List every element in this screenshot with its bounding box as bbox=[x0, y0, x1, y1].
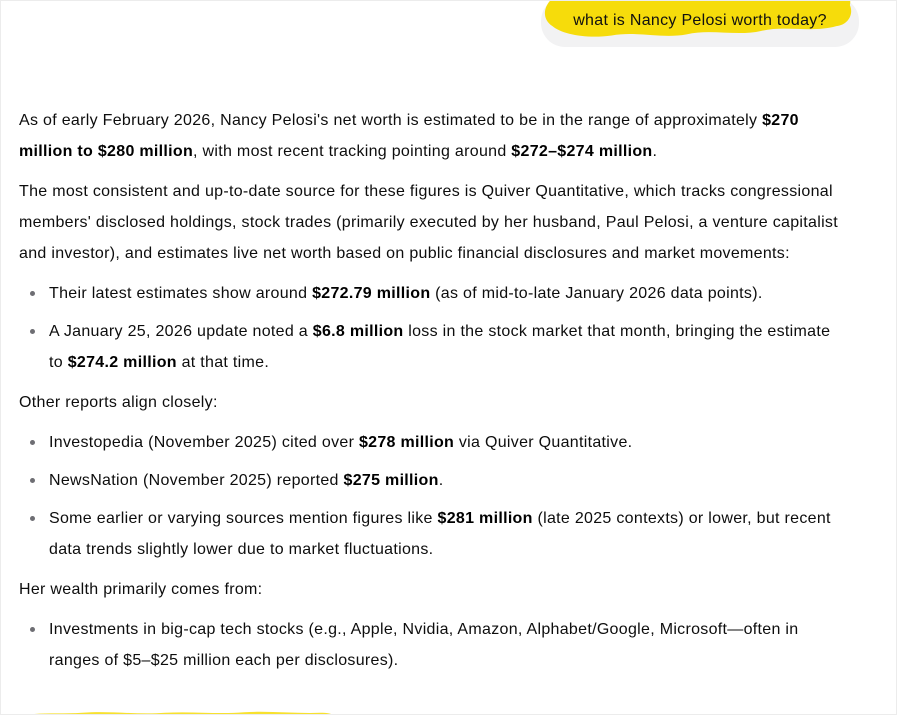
highlight-marker-bottom-icon bbox=[10, 709, 338, 715]
text-segment: , with most recent tracking pointing around bbox=[193, 143, 512, 160]
text-segment: Her wealth primarily comes from: bbox=[19, 581, 263, 598]
bold-text-segment: $278 million bbox=[358, 434, 455, 451]
text-segment: Other reports align closely: bbox=[19, 394, 218, 411]
bullet-dot-icon bbox=[30, 478, 35, 483]
bullet-dot-icon bbox=[30, 440, 35, 445]
text-segment: via Quiver Quantitative. bbox=[454, 434, 633, 451]
paragraph-other-reports bbox=[19, 387, 841, 418]
list-item bbox=[19, 465, 841, 496]
text-segment: . bbox=[652, 143, 658, 160]
text-segment: (late 2025 contexts) or lower, but recent data trends slightly lower due to market fluctuations. bbox=[49, 510, 831, 558]
user-message-text: what is Nancy Pelosi worth today? bbox=[573, 12, 827, 29]
bullet-dot-icon bbox=[30, 627, 35, 632]
paragraph-net-worth-summary bbox=[19, 105, 841, 167]
text-segment: Some earlier or varying sources mention figures like bbox=[49, 510, 438, 527]
bold-text-segment: $270 million to $280 million bbox=[19, 112, 799, 160]
bold-text-segment: $6.8 million bbox=[312, 323, 404, 340]
text-segment: As of early February 2026, Nancy Pelosi's net worth is estimated to be in the range of approximately bbox=[19, 112, 763, 129]
text-segment: (as of mid-to-late January 2026 data points). bbox=[430, 285, 763, 302]
list-wealth-sources bbox=[19, 614, 841, 676]
bold-text-segment: $274.2 million bbox=[67, 354, 177, 371]
bold-text-segment: $275 million bbox=[343, 472, 439, 489]
text-segment: Their latest estimates show around bbox=[49, 285, 313, 302]
text-segment: The most consistent and up-to-date source for these figures is Quiver Quantitative, which tracks congressional members' disclosed holdings, stock trades (primarily executed by her husband, Paul Pelosi, a venture capitalist and investor), and estimates live net worth based on public financial disclosures and market movements: bbox=[19, 183, 838, 262]
assistant-response bbox=[19, 105, 841, 685]
bold-text-segment: $272–$274 million bbox=[511, 143, 653, 160]
bold-text-segment: $281 million bbox=[437, 510, 533, 527]
list-other-reports bbox=[19, 427, 841, 565]
text-segment: NewsNation (November 2025) reported bbox=[49, 472, 344, 489]
paragraph-wealth-sources bbox=[19, 574, 841, 605]
text-segment: Investopedia (November 2025) cited over bbox=[49, 434, 359, 451]
text-segment: . bbox=[438, 472, 444, 489]
list-item bbox=[19, 503, 841, 565]
bullet-dot-icon bbox=[30, 329, 35, 334]
text-segment: Investments in big-cap tech stocks (e.g., Apple, Nvidia, Amazon, Alphabet/Google, Microsoft—often in ranges of $5–$25 million each per disclosures). bbox=[49, 621, 799, 669]
list-item bbox=[19, 316, 841, 378]
bold-text-segment: $272.79 million bbox=[312, 285, 431, 302]
list-latest-estimates bbox=[19, 278, 841, 378]
paragraph-source-description bbox=[19, 176, 841, 269]
list-item bbox=[19, 614, 841, 676]
user-message-bubble[interactable] bbox=[541, 0, 859, 47]
bullet-dot-icon bbox=[30, 291, 35, 296]
bullet-dot-icon bbox=[30, 516, 35, 521]
list-item bbox=[19, 427, 841, 458]
text-segment: loss in the stock market that month, bringing the estimate to bbox=[49, 323, 831, 371]
text-segment: A January 25, 2026 update noted a bbox=[49, 323, 313, 340]
list-item bbox=[19, 278, 841, 309]
text-segment: at that time. bbox=[176, 354, 270, 371]
